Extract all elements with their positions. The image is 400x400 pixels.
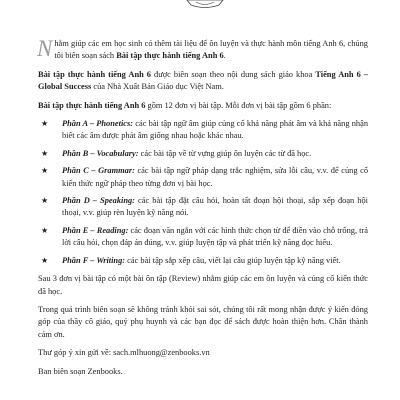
structure-paragraph bbox=[38, 100, 368, 112]
star-bullet-icon: ★ bbox=[41, 166, 49, 176]
textbook-paragraph bbox=[38, 69, 368, 94]
list-item bbox=[38, 118, 368, 143]
intro-text: hằm giúp các em học sinh có thêm tài liệu để ôn luyện và thực hành môn tiếng Anh 6, chúng tôi biên soạn sách bbox=[54, 39, 368, 61]
star-bullet-icon: ★ bbox=[41, 119, 49, 129]
section-desc: các bài tập sắp xếp câu, viết lại câu giúp luyện tập kỹ năng viết. bbox=[127, 255, 341, 265]
list-item bbox=[38, 255, 368, 267]
para2-end: của Nhà Xuất Bản Giáo dục Việt Nam. bbox=[91, 82, 224, 92]
section-name: Phần F – Writing: bbox=[62, 255, 126, 265]
list-item bbox=[38, 225, 368, 250]
signature-line: Ban biên soạn Zenbooks. bbox=[38, 366, 123, 376]
para3-book-title: Bài tập thực hành tiếng Anh 6 bbox=[38, 100, 146, 110]
section-desc: các bài tập về từ vựng giúp ôn luyện các từ đã học. bbox=[140, 148, 312, 158]
list-item bbox=[38, 195, 368, 220]
para2-book-title: Bài tập thực hành tiếng Anh 6 bbox=[38, 69, 151, 79]
section-desc: các đoạn văn ngắn với các hình thức chọn từ để điền vào chỗ trống, trả lời câu hỏi, chọn đáp án đúng, v.v. giúp luyện tập và phát triển kỹ năng đọc hiểu. bbox=[62, 225, 368, 248]
para2-text: được biên soạn theo nội dung sách giáo khoa bbox=[151, 69, 316, 79]
section-desc: các bài tập ngữ âm giúp củng cố khả năng phát âm và khả năng nhận biết các âm được phát âm giống nhau hoặc khác nhau. bbox=[62, 119, 369, 141]
section-name: Phần E – Reading: bbox=[62, 225, 129, 235]
list-item bbox=[38, 165, 368, 190]
intro-book-title: Bài tập thực hành tiếng Anh 6 bbox=[116, 51, 224, 61]
dropcap-letter: N bbox=[37, 36, 53, 61]
document-body bbox=[38, 38, 368, 384]
section-name: Phần A – Phonetics: bbox=[62, 119, 134, 129]
star-bullet-icon: ★ bbox=[41, 225, 49, 235]
star-bullet-icon: ★ bbox=[41, 148, 49, 158]
section-name: Phần B – Vocabulary: bbox=[62, 148, 139, 158]
top-ornament-icon bbox=[186, 0, 224, 9]
contact-line: Thư góp ý xin gửi về: sach.mlhuong@zenbooks.vn bbox=[38, 348, 210, 358]
star-bullet-icon: ★ bbox=[41, 255, 49, 265]
star-bullet-icon: ★ bbox=[41, 196, 49, 206]
section-desc: các bài tập ngữ pháp dạng trắc nghiệm, sửa lỗi câu, v.v. để củng cố kiến thức ngữ pháp theo từng đơn vị bài học. bbox=[62, 166, 369, 188]
list-item bbox=[38, 148, 368, 160]
section-name: Phần D – Speaking: bbox=[62, 196, 135, 206]
para3-text: gồm 12 đơn vị bài tập. Mỗi đơn vị bài tập gồm 6 phần: bbox=[145, 100, 332, 110]
review-paragraph: Sau 3 đơn vị bài tập có một bài ôn tập (Review) nhằm giúp các em ôn luyện và củng cố kiến thức đã học. bbox=[38, 274, 368, 296]
sections-list bbox=[38, 118, 368, 267]
feedback-paragraph: Trong quá trình biên soạn sẽ không tránh khỏi sai sót, chúng tôi rất mong nhận được ý kiến đóng góp của thầy cô giáo, quý phụ huynh và các bạn đọc để sách được hoàn thiện hơn. Chân thành cảm ơn. bbox=[38, 304, 368, 339]
intro-paragraph bbox=[38, 38, 368, 63]
section-name: Phần C – Grammar: bbox=[62, 166, 135, 176]
intro-end: . bbox=[223, 51, 226, 61]
para2-textbook: Tiếng Anh 6 – Global Success bbox=[38, 69, 368, 92]
section-desc: các bài tập đặt câu hỏi, hoàn tất đoạn hội thoại, sắp xếp đoạn hội thoại, v.v. giúp rèn luyện kỹ năng nói. bbox=[62, 196, 368, 218]
